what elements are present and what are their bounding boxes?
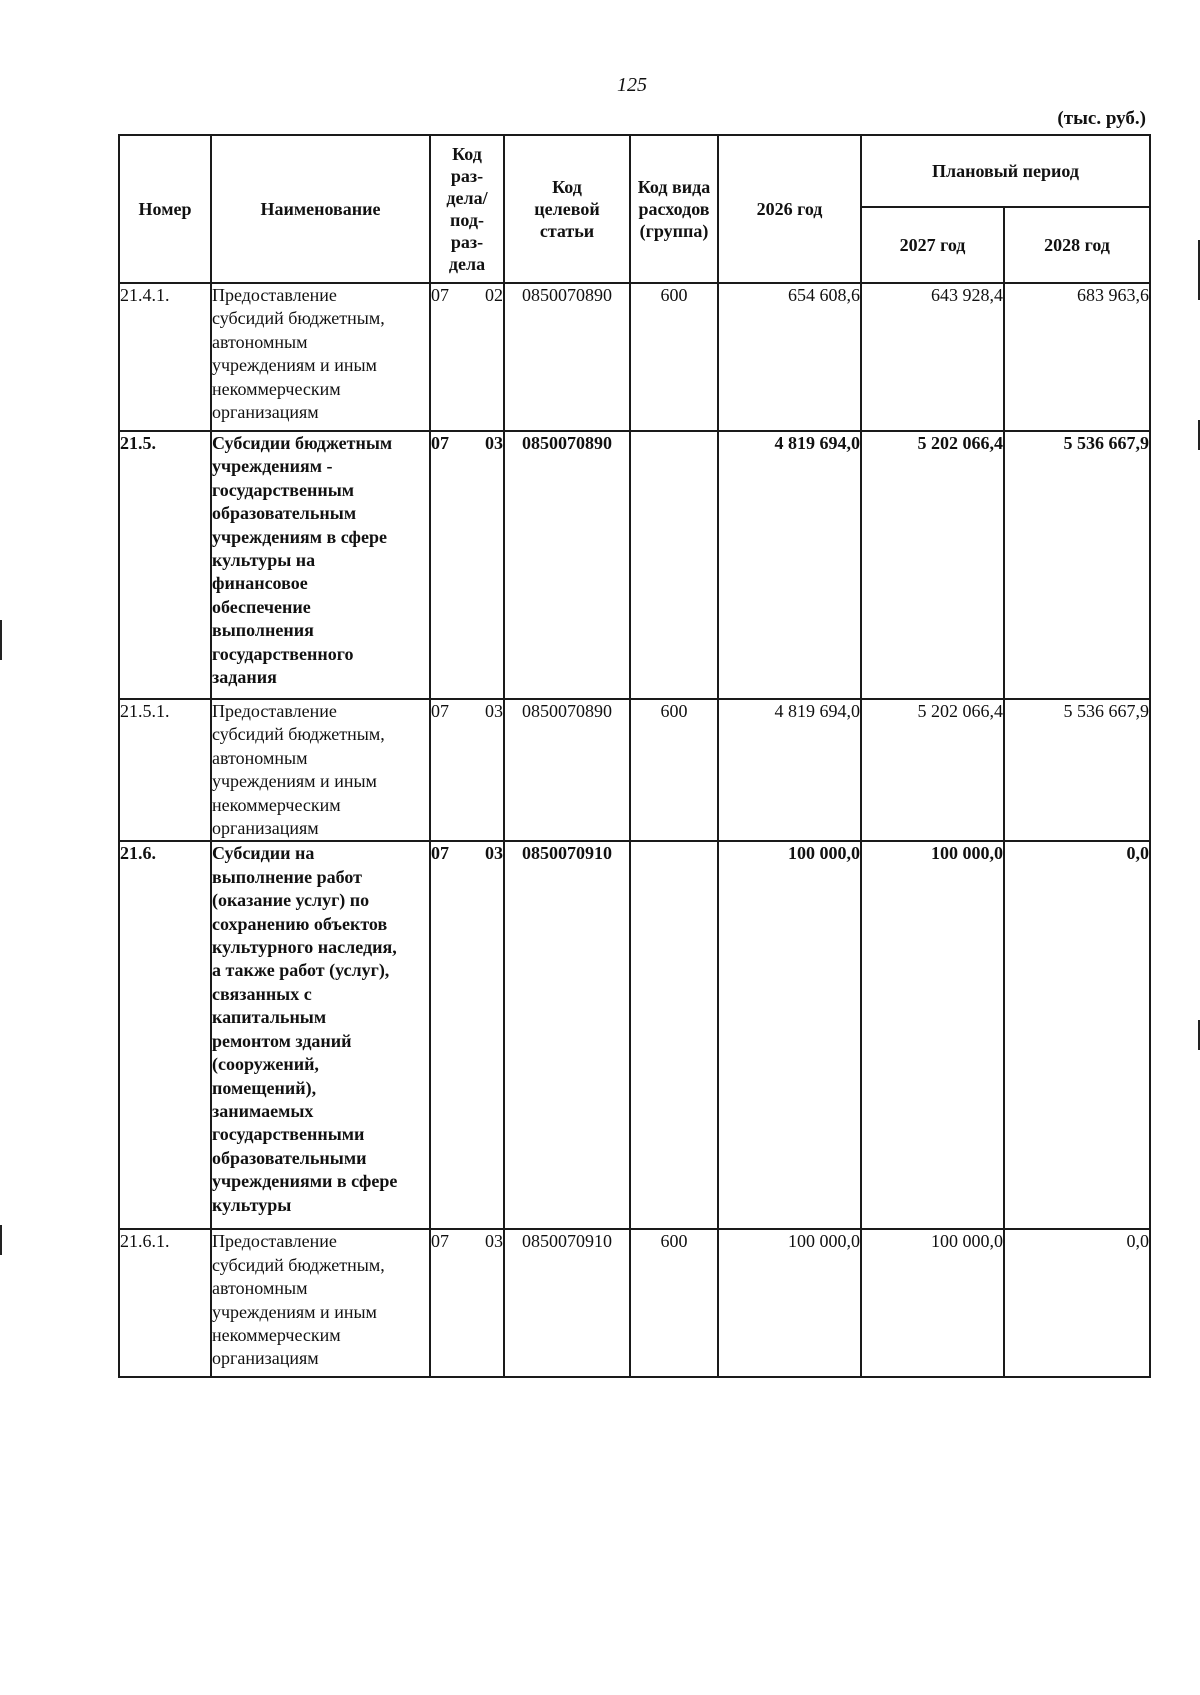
row-name-line: ремонтом зданий — [212, 1030, 352, 1051]
header-line: расходов — [638, 199, 710, 219]
row-name-line: учреждениям и иным — [212, 355, 377, 376]
row-section-code — [430, 841, 504, 1229]
row-target-code: 0850070890 — [504, 431, 630, 699]
row-number: 21.4.1. — [119, 283, 211, 431]
header-target-code — [504, 135, 630, 283]
row-name-line: выполнения — [212, 620, 314, 641]
row-name-line: Предоставление — [212, 1231, 337, 1252]
row-name-line: связанных с — [212, 983, 312, 1004]
row-number: 21.5. — [119, 431, 211, 699]
row-name-line: (оказание услуг) по — [212, 890, 370, 911]
row-section: 07 — [431, 1231, 449, 1252]
row-name-line: сохранению объектов — [212, 913, 388, 934]
row-name-line: учреждениям в сфере — [212, 526, 387, 547]
row-target-code: 0850070890 — [504, 699, 630, 841]
row-name-line: государственными — [212, 1124, 365, 1145]
row-name-line: финансовое — [212, 573, 308, 594]
row-amount-2028: 0,0 — [1004, 841, 1150, 1229]
row-name — [211, 1229, 430, 1377]
row-amount-2027: 100 000,0 — [861, 841, 1004, 1229]
row-name-line: организациям — [212, 818, 319, 839]
budget-table — [118, 134, 1151, 1378]
header-expense-type — [630, 135, 718, 283]
table-row — [119, 1229, 1150, 1377]
row-name — [211, 431, 430, 699]
row-expense-type: 600 — [630, 1229, 718, 1377]
header-line: целевой — [534, 199, 600, 219]
row-name-line: Субсидии на — [212, 843, 315, 864]
row-name-line: Предоставление — [212, 285, 337, 305]
row-amount-2026: 4 819 694,0 — [718, 699, 861, 841]
row-subsection: 03 — [485, 843, 503, 864]
row-name-line: некоммерческим — [212, 1325, 341, 1346]
table-body — [119, 283, 1150, 1377]
header-line: дела/ — [446, 188, 488, 208]
row-target-code: 0850070890 — [504, 283, 630, 431]
row-name-line: Субсидии бюджетным — [212, 433, 393, 453]
table-row — [119, 431, 1150, 699]
header-line: дела — [448, 254, 486, 274]
row-name-line: занимаемых — [212, 1100, 314, 1121]
header-line: статьи — [539, 221, 595, 241]
row-name-line: государственным — [212, 479, 355, 500]
row-name-line: выполнение работ — [212, 866, 362, 887]
row-name-line: организациям — [212, 402, 319, 423]
row-section: 07 — [431, 701, 449, 721]
row-name — [211, 699, 430, 841]
page-number: 125 — [617, 74, 647, 96]
header-name: Наименование — [211, 135, 430, 283]
row-amount-2028: 5 536 667,9 — [1004, 431, 1150, 699]
row-section-code — [430, 699, 504, 841]
row-name — [211, 841, 430, 1229]
row-name-line: субсидий бюджетным, — [212, 1254, 385, 1275]
row-name-line: капитальным — [212, 1007, 327, 1028]
row-expense-type — [630, 841, 718, 1229]
row-amount-2027: 5 202 066,4 — [861, 431, 1004, 699]
table-header — [119, 135, 1150, 283]
header-year-2028: 2028 год — [1004, 207, 1150, 283]
header-line: раз- — [450, 166, 484, 186]
header-line: Код вида — [637, 177, 711, 197]
row-subsection: 03 — [485, 701, 503, 721]
row-amount-2027: 100 000,0 — [861, 1229, 1004, 1377]
row-amount-2026: 100 000,0 — [718, 841, 861, 1229]
row-name-line: учреждениям и иным — [212, 771, 377, 792]
row-amount-2027: 643 928,4 — [861, 283, 1004, 431]
row-name-line: учреждениям и иным — [212, 1301, 377, 1322]
row-expense-type: 600 — [630, 283, 718, 431]
row-amount-2026: 100 000,0 — [718, 1229, 861, 1377]
table-row — [119, 283, 1150, 431]
scan-edge-mark — [0, 620, 2, 660]
row-name — [211, 283, 430, 431]
row-amount-2026: 4 819 694,0 — [718, 431, 861, 699]
row-target-code: 0850070910 — [504, 841, 630, 1229]
row-name-line: организациям — [212, 1348, 319, 1369]
scan-edge-mark — [0, 1225, 2, 1255]
table-row — [119, 841, 1150, 1229]
row-section: 07 — [431, 285, 449, 305]
row-name-line: культуры на — [212, 550, 316, 571]
row-name-line: учреждениями в сфере — [212, 1171, 398, 1192]
row-name-line: задания — [212, 667, 277, 688]
row-name-line: помещений), — [212, 1077, 317, 1098]
row-subsection: 03 — [485, 1231, 503, 1252]
row-name-line: образовательным — [212, 503, 357, 524]
table-row — [119, 699, 1150, 841]
row-name-line: культуры — [212, 1194, 292, 1215]
row-number: 21.5.1. — [119, 699, 211, 841]
row-amount-2028: 683 963,6 — [1004, 283, 1150, 431]
header-line: Код — [452, 144, 482, 164]
row-name-line: автономным — [212, 747, 308, 768]
row-expense-type — [630, 431, 718, 699]
row-amount-2028: 0,0 — [1004, 1229, 1150, 1377]
row-number: 21.6.1. — [119, 1229, 211, 1377]
header-number: Номер — [119, 135, 211, 283]
row-name-line: субсидий бюджетным, — [212, 724, 385, 745]
row-name-line: некоммерческим — [212, 378, 341, 399]
row-name-line: (сооружений, — [212, 1054, 319, 1075]
header-line: Код — [552, 177, 582, 197]
header-line: раз- — [450, 232, 484, 252]
row-name-line: некоммерческим — [212, 794, 341, 815]
row-subsection: 03 — [485, 433, 503, 453]
row-name-line: образовательными — [212, 1147, 367, 1168]
row-name-line: культурного наследия, — [212, 937, 397, 958]
row-section-code — [430, 1229, 504, 1377]
row-subsection: 02 — [485, 285, 503, 305]
header-line: под- — [450, 210, 484, 230]
row-name-line: государственного — [212, 643, 354, 664]
row-amount-2026: 654 608,6 — [718, 283, 861, 431]
header-year-2026: 2026 год — [718, 135, 861, 283]
row-number: 21.6. — [119, 841, 211, 1229]
units-label: (тыс. руб.) — [1057, 108, 1146, 129]
row-section-code — [430, 283, 504, 431]
row-amount-2027: 5 202 066,4 — [861, 699, 1004, 841]
row-target-code: 0850070910 — [504, 1229, 630, 1377]
row-name-line: автономным — [212, 331, 308, 352]
row-name-line: учреждениям - — [212, 456, 333, 477]
header-line: (группа) — [639, 221, 709, 241]
row-name-line: а также работ (услуг), — [212, 960, 390, 981]
header-section-code — [430, 135, 504, 283]
row-name-line: обеспечение — [212, 596, 311, 617]
row-section: 07 — [431, 843, 449, 864]
header-planned-period: Плановый период — [861, 135, 1150, 207]
row-section: 07 — [431, 433, 449, 453]
row-name-line: автономным — [212, 1278, 308, 1299]
row-name-line: субсидий бюджетным, — [212, 308, 385, 329]
header-year-2027: 2027 год — [861, 207, 1004, 283]
row-amount-2028: 5 536 667,9 — [1004, 699, 1150, 841]
row-expense-type: 600 — [630, 699, 718, 841]
row-name-line: Предоставление — [212, 701, 337, 721]
row-section-code — [430, 431, 504, 699]
